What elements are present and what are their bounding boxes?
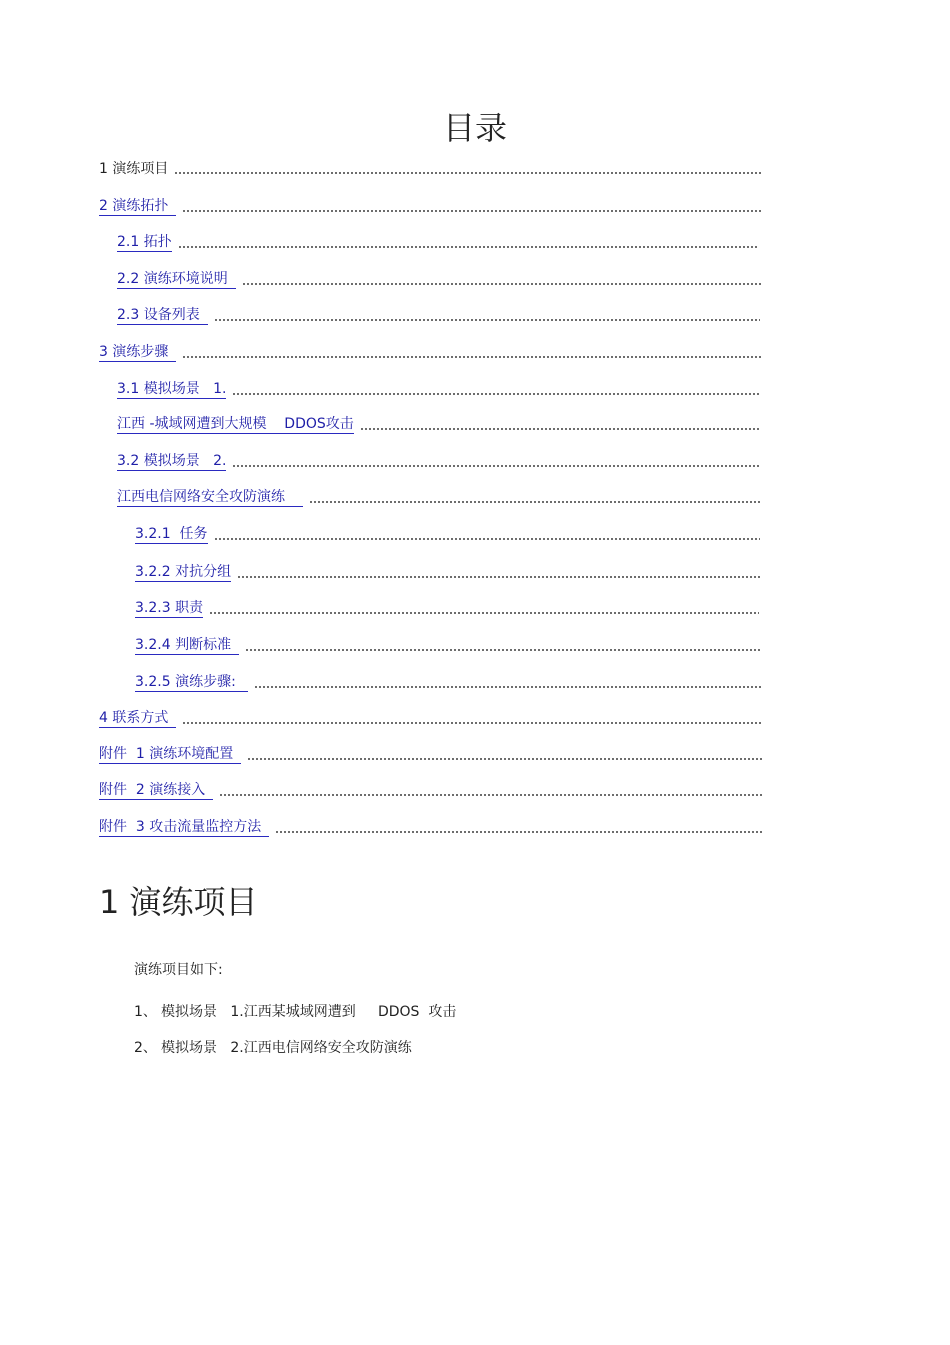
- toc-entry-link[interactable]: 3 演练步骤: [99, 343, 176, 362]
- toc-entry[interactable]: [135, 560, 762, 582]
- list-item-text: 模拟场景 1.江西某城域网遭到 DDOS 攻击: [161, 1004, 457, 1020]
- toc-entry[interactable]: [99, 742, 762, 764]
- toc-dot-leader: [309, 499, 761, 504]
- toc-entry[interactable]: [117, 449, 759, 471]
- toc-dot-leader: [178, 244, 759, 249]
- toc-dot-leader: [360, 426, 759, 431]
- toc-title: 目录: [442, 109, 507, 147]
- section-intro: 演练项目如下:: [134, 962, 223, 978]
- toc-entry-label: 1 演练项目: [99, 161, 169, 177]
- toc-entry-link[interactable]: 3.2 模拟场景 2.: [117, 453, 227, 469]
- toc-dot-leader: [182, 208, 762, 213]
- toc-entry[interactable]: [99, 156, 762, 178]
- toc-entry-link[interactable]: 江西电信网络安全攻防演练: [117, 488, 303, 507]
- toc-entry-link[interactable]: 2.2 演练环境说明: [117, 270, 236, 289]
- toc-dot-leader: [182, 354, 762, 359]
- toc-entry[interactable]: [117, 230, 759, 252]
- toc-entry-link[interactable]: 2 演练拓扑: [99, 197, 176, 216]
- toc-entry[interactable]: [135, 522, 760, 544]
- toc-entry[interactable]: [99, 194, 762, 216]
- section-heading: 1 演练项目: [99, 883, 258, 921]
- toc-entry[interactable]: [99, 706, 762, 728]
- toc-entry-link[interactable]: 附件 2 演练接入: [99, 781, 213, 800]
- toc-dot-leader: [275, 829, 762, 834]
- toc-entry[interactable]: [135, 596, 759, 618]
- toc-entry-link[interactable]: 3.2.2 对抗分组: [135, 564, 232, 580]
- toc-entry-link[interactable]: 附件 3 攻击流量监控方法: [99, 818, 269, 837]
- toc-entry-link[interactable]: 3.2.4 判断标准: [135, 636, 239, 655]
- toc-entry[interactable]: [99, 778, 762, 800]
- toc-entry-link[interactable]: 3.2.3 职责: [135, 600, 204, 616]
- toc-entry[interactable]: [135, 670, 762, 692]
- toc-entry-link[interactable]: 附件 1 演练环境配置: [99, 745, 241, 764]
- toc-entry-link[interactable]: 4 联系方式: [99, 709, 176, 728]
- toc-entry-link[interactable]: 3.2.1 任务: [135, 526, 208, 542]
- toc-dot-leader: [209, 610, 759, 615]
- toc-entry[interactable]: [117, 412, 759, 434]
- toc-dot-leader: [214, 317, 760, 322]
- list-item-number: 2、: [134, 1040, 157, 1056]
- toc-entry-link[interactable]: 3.2.5 演练步骤:: [135, 673, 248, 692]
- toc-dot-leader: [214, 536, 760, 541]
- toc-dot-leader: [182, 720, 762, 725]
- toc-entry[interactable]: [99, 340, 762, 362]
- toc-entry[interactable]: [117, 377, 759, 399]
- toc-dot-leader: [232, 463, 759, 468]
- toc-entry-link[interactable]: 3.1 模拟场景 1.: [117, 381, 227, 397]
- toc-entry[interactable]: [117, 485, 761, 507]
- toc-entry-link[interactable]: 江西 -城域网遭到大规模 DDOS攻击: [117, 416, 354, 432]
- toc-dot-leader: [247, 756, 762, 761]
- toc-entry[interactable]: [135, 633, 762, 655]
- toc-dot-leader: [174, 170, 762, 175]
- toc-entry[interactable]: [99, 815, 762, 837]
- toc-dot-leader: [237, 574, 762, 579]
- toc-dot-leader: [219, 792, 762, 797]
- toc-entry-link[interactable]: 2.3 设备列表: [117, 306, 208, 325]
- list-item-text: 模拟场景 2.江西电信网络安全攻防演练: [161, 1040, 412, 1056]
- toc-entry-link[interactable]: 2.1 拓扑: [117, 234, 172, 250]
- toc-dot-leader: [242, 281, 762, 286]
- toc-entry[interactable]: [117, 267, 762, 289]
- toc-dot-leader: [254, 684, 762, 689]
- toc-dot-leader: [245, 647, 762, 652]
- toc-entry[interactable]: [117, 303, 760, 325]
- list-item-number: 1、: [134, 1004, 157, 1020]
- toc-dot-leader: [232, 391, 759, 396]
